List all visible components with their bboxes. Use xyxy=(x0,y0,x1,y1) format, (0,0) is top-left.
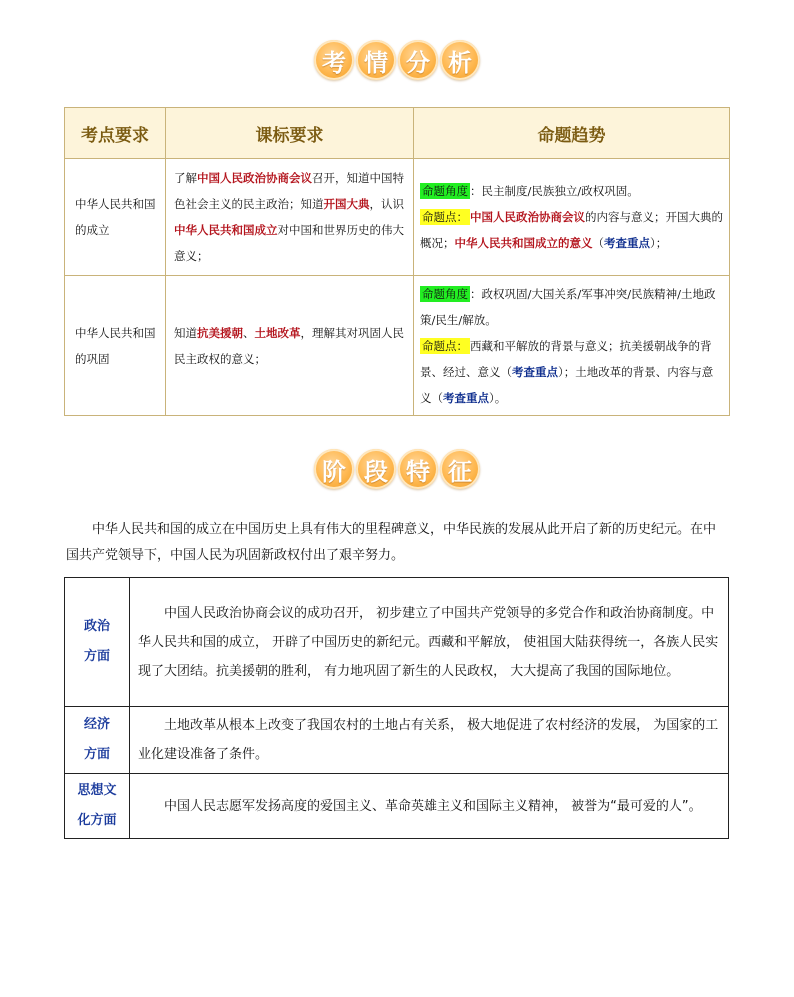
banner-char: 段 xyxy=(356,449,396,489)
rich-segment: 知道 xyxy=(174,325,197,340)
trend-line xyxy=(420,281,723,333)
keyword-red: 中国人民政治协商会议 xyxy=(470,210,585,224)
keyword-blue: 考查重点 xyxy=(604,236,650,250)
keyword-red: 开国大典 xyxy=(323,197,370,211)
banner-char: 阶 xyxy=(314,449,354,489)
rich-segment: 了解 xyxy=(174,171,197,185)
feature-text: 中国人民志愿军发扬高度的爱国主义、革命英雄主义和国际主义精神， 被誉为“最可爱的人”。 xyxy=(130,774,729,839)
trend-line xyxy=(420,178,723,204)
category-cell xyxy=(65,774,130,839)
intro-paragraph: 中华人民共和国的成立在中国历史上具有伟大的里程碑意义，中华民族的发展从此开启了新的历史纪元。在中国共产党领导下，中国人民为巩固新政权付出了艰辛努力。 xyxy=(66,522,717,563)
header-curriculum: 课标要求 xyxy=(166,108,414,159)
highlight-angle-label: 命题角度 xyxy=(422,184,468,198)
topic-cell: 中华人民共和国的巩固 xyxy=(65,276,166,416)
section-banner-stage xyxy=(314,449,480,489)
trend-line xyxy=(420,204,723,256)
rich-segment: ）。 xyxy=(489,390,507,405)
feature-text: 土地改革从根本上改变了我国农村的土地占有关系， 极大地促进了农村经济的发展， 为国家的工业化建设准备了条件。 xyxy=(130,707,729,774)
highlight-point-label: 命题点： xyxy=(422,338,468,353)
trend-line xyxy=(420,333,723,411)
trend-cell xyxy=(414,159,730,276)
stage-features-table xyxy=(64,577,729,839)
banner-char: 特 xyxy=(398,449,438,489)
highlight-point-label: 命题点： xyxy=(422,210,468,224)
category-cell xyxy=(65,578,130,707)
keyword-red: 中华人民共和国成立 xyxy=(174,223,278,237)
category-label: 政治方面 xyxy=(84,619,111,664)
keyword-red: 抗美援朝 xyxy=(197,325,243,340)
table-row xyxy=(65,707,729,774)
keyword-blue: 考查重点 xyxy=(443,390,489,405)
rich-segment: 的内容与意义；开国大典的概况； xyxy=(420,210,723,250)
section-banner-analysis xyxy=(314,40,480,80)
header-exam-point: 考点要求 xyxy=(65,108,166,159)
banner-char: 情 xyxy=(356,40,396,80)
rich-segment: ：民主制度/民族独立/政权巩固。 xyxy=(470,184,639,198)
table-row xyxy=(65,159,730,276)
banner-char: 考 xyxy=(314,40,354,80)
keyword-red: 土地改革 xyxy=(254,325,301,340)
rich-segment: 、 xyxy=(243,325,255,340)
topic-cell: 中华人民共和国的成立 xyxy=(65,159,166,276)
rich-segment: 对中国和世界历史的伟大意义； xyxy=(174,223,404,263)
banner-char: 析 xyxy=(440,40,480,80)
table-header-row xyxy=(65,108,730,159)
banner-char: 征 xyxy=(440,449,480,489)
rich-segment: （ xyxy=(592,236,604,250)
table-row xyxy=(65,774,729,839)
rich-segment: ：政权巩固/大国关系/军事冲突/民族精神/土地政策/民生/解放。 xyxy=(420,286,716,327)
header-trend: 命题趋势 xyxy=(414,108,730,159)
keyword-red: 中华人民共和国成立的意义 xyxy=(454,236,593,250)
rich-segment: ）；土地改革的背景、内容与意义（ xyxy=(420,364,714,405)
highlight-angle-label: 命题角度 xyxy=(422,286,468,301)
rich-segment: 西藏和平解放的背景与意义；抗美援朝战争的背景、经过、意义（ xyxy=(420,338,712,379)
keyword-blue: 考查重点 xyxy=(512,364,558,379)
table-row xyxy=(65,578,729,707)
rich-segment: 召开，知道中国特色社会主义的民主政治；知道 xyxy=(174,171,404,211)
feature-text: 中国人民政治协商会议的成功召开， 初步建立了中国共产党领导的多党合作和政治协商制度。中华人民共和国的成立， 开辟了中国历史的新纪元。西藏和平解放， 使祖国大陆获得统一，各族人民实现了大团结。抗美援朝的胜利， 有力地巩固了新生的人民政权， 大大提高了我国的国际地位。 xyxy=(130,578,729,707)
rich-segment: ，理解其对巩固人民民主政权的意义； xyxy=(174,325,404,366)
trend-cell xyxy=(414,276,730,416)
standard-cell xyxy=(166,276,414,416)
exam-analysis-table xyxy=(64,107,730,416)
category-label: 经济方面 xyxy=(84,717,111,762)
table-row xyxy=(65,276,730,416)
category-cell xyxy=(65,707,130,774)
standard-cell xyxy=(166,159,414,276)
rich-segment: ）； xyxy=(650,236,668,250)
keyword-red: 中国人民政治协商会议 xyxy=(197,171,312,185)
banner-char: 分 xyxy=(398,40,438,80)
rich-segment: ，认识 xyxy=(369,197,404,211)
category-label: 思想文化方面 xyxy=(77,783,117,828)
